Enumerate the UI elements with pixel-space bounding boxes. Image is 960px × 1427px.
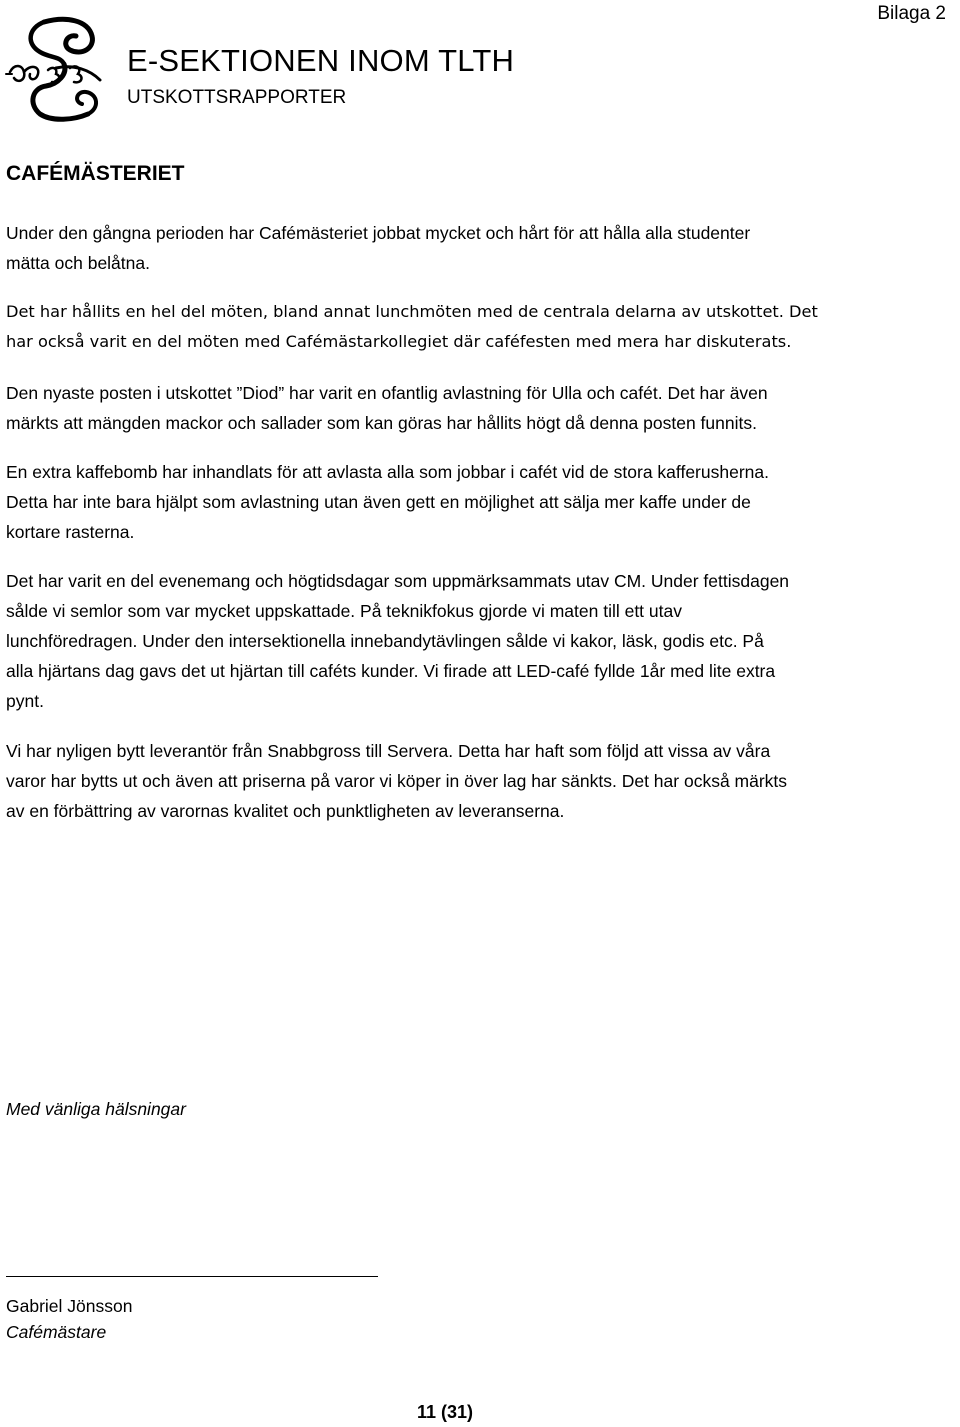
paragraph-4 — [6, 457, 906, 547]
attachment-label: Bilaga 2 — [877, 3, 946, 24]
signature-line — [6, 1276, 378, 1277]
paragraph-6 — [6, 736, 906, 826]
page-number-total: (31) — [441, 1402, 474, 1422]
page-number — [0, 1400, 890, 1424]
paragraph-line: sålde vi semlor som var mycket uppskattade. På teknikfokus gjorde vi maten till ett utav — [6, 601, 682, 621]
paragraph-line: alla hjärtans dag gavs det ut hjärtan till caféts kunder. Vi firade att LED-café fyllde 1år med lite extra — [6, 661, 776, 681]
paragraph-2 — [6, 297, 906, 357]
paragraph-line: kortare rasterna. — [6, 522, 135, 542]
paragraph-line: Den nyaste posten i utskottet ”Diod” har varit en ofantlig avlastning för Ulla och cafét. Det har även — [6, 383, 768, 403]
signer-name: Gabriel Jönsson — [6, 1296, 133, 1316]
closing-greeting: Med vänliga hälsningar — [6, 1099, 186, 1119]
paragraph-line: Vi har nyligen bytt leverantör från Snabbgross till Servera. Detta har haft som följd att vissa av våra — [6, 741, 771, 761]
page-number-total-value: 31 — [447, 1402, 468, 1422]
paragraph-line: lunchföredragen. Under den intersektionella innebandytävlingen sålde vi kakor, läsk, godis etc. På — [6, 631, 764, 651]
paragraph-line: varor har bytts ut och även att priserna på varor vi köper in över lag har sänkts. Det har också märkts — [6, 771, 788, 791]
paragraph-line: pynt. — [6, 691, 44, 711]
paragraph-3 — [6, 378, 906, 438]
paragraph-line: Under den gångna perioden har Cafémästeriet jobbat mycket och hårt för att hålla alla studenter — [6, 223, 751, 243]
paragraph-line: mätta och belåtna. — [6, 253, 150, 273]
page-number-current: 11 — [416, 1402, 436, 1422]
paragraph-line: märkts att mängden mackor och sallader som kan göras har hållits högt då denna posten funnits. — [6, 413, 757, 433]
paragraph-5 — [6, 566, 906, 716]
paragraph-line: har också varit en del möten med Cafémästarkollegiet där caféfesten med mera har diskuterats. — [6, 332, 792, 351]
paragraph-line: av en förbättring av varornas kvalitet och punktligheten av leveranserna. — [6, 801, 565, 821]
organization-subtitle: UTSKOTTSRAPPORTER — [127, 87, 347, 108]
paragraph-line: Detta har inte bara hjälpt som avlastning utan även gett en möjlighet att sälja mer kaffe under de — [6, 492, 751, 512]
paragraph-line: Det har hållits en hel del möten, bland annat lunchmöten med de centrala delarna av utskottet. Det — [6, 302, 818, 321]
e-sektionen-logo-icon — [4, 14, 112, 124]
paragraph-1 — [6, 218, 906, 278]
signer-role: Cafémästare — [6, 1322, 107, 1342]
organization-title: E-SEKTIONEN INOM TLTH — [127, 43, 515, 78]
paragraph-line: En extra kaffebomb har inhandlats för att avlasta alla som jobbar i cafét vid de stora kafferusherna. — [6, 462, 769, 482]
section-heading: CAFÉMÄSTERIET — [6, 162, 185, 185]
paragraph-line: Det har varit en del evenemang och högtidsdagar som uppmärksammats utav CM. Under fettisdagen — [6, 571, 790, 591]
